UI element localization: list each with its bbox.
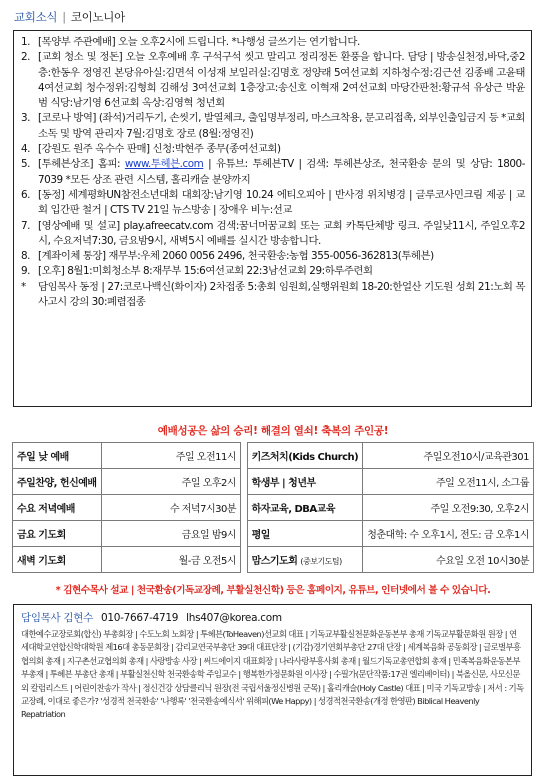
pastor-bio: 대한예수교장로회(합신) 부총회장 | 수도노회 노회장 | 투헤븐(ToHeaven)선교회 대표 | 기독교부활실천문화운동본부 총재 기독교부활문화원 원장 | 연세대학교연합신학대학원 제16대 총동문회장 | 감리교연국부총단 39대 대표단장 | (기감)경기연회부총단 27대 단장 | 세계복음화 공동회장 | 글로벌부흥협의회 총재 | 지구촌선교협의회 총재 | 사랑방송 사장 | 써드에이지 대표회장 | 나라사랑부흥사회 총재 | 월드기독교총연합회 총재 | 민족복음화운동본부 부총재 | 투헤븐 부총단 총재 | 부활실천신학 천국환송학 주임교수 | 행복한가정문화원 이사장 | 수필가(문단작품:17권 엘리베이터) | 북올신문, 사모신문 외 칼럼리스트 | 어린이찬송가 작사 | 정신건강 상담클리닉 원장(전 국립서울정신병원 군목) | 홀리캐슬(Holy Castle) 대표 | 미국 기독교방송 | 저서 : 기독교장례, 이대로 좋은가? '성경적 천국환송' '나행록' '천국환송예식서' 위해피(We Happy) | 성경적천국환송(개정 한영판) Biblical Heavenly Repatriation: [21, 629, 524, 720]
news-number: 4.: [21, 143, 31, 156]
news-text: [목양부 주관예배] 오늘 오후2시에 드립니다. *나행성 글쓰기는 연기합니다.: [38, 36, 360, 48]
worship-schedule-table: [12, 442, 534, 573]
service-time: 주일 오전9:30, 오후2시: [363, 495, 534, 521]
service-time: 주일 오전11시: [101, 443, 240, 469]
news-text: 담임목사 동정 | 27:코로나백신(화이자) 2차접종 5:총회 임원회,실행위원회 18-20:한얼산 기도원 성회 21:노회 목사고시 강의 30:폐렴접종: [38, 280, 525, 309]
service-name: 주일찬양, 헌신예배: [13, 469, 102, 495]
service-time: 월-금 오전5시: [101, 547, 240, 573]
category-label: 교회소식: [14, 10, 58, 24]
service-note: (중보기도팀): [300, 557, 342, 566]
news-text: [38, 157, 525, 188]
pastor-name: 담임목사 김현수: [21, 612, 93, 624]
service-name: 새벽 기도회: [13, 547, 102, 573]
page-title: 코이노니아: [70, 10, 125, 24]
news-text-prefix: [투헤븐상조] 홈피:: [38, 158, 125, 171]
news-box: [13, 30, 532, 407]
service-time: 수 저녁7시30분: [101, 495, 240, 521]
section-title: [14, 9, 125, 25]
table-row: [13, 495, 534, 521]
service-time: 금요일 밤9시: [101, 521, 240, 547]
sermon-notice: * 김현수목사 설교 | 천국환송(기독교장례, 부활실천신학) 등은 홈페이지, 유튜브, 인터넷에서 볼 수 있습니다.: [55, 585, 491, 596]
news-number: 7.: [21, 219, 31, 232]
table-row: [13, 469, 534, 495]
service-name: 키즈처치(Kids Church): [247, 443, 363, 469]
news-text: [오후] 8월1:미회청소부 8:재무부 15:6여선교회 22:3남선교회 29:하루주련회: [38, 265, 373, 278]
pastor-phone: 010-7667-4719: [100, 612, 179, 624]
news-number: 1.: [21, 36, 31, 48]
news-number: 9.: [21, 265, 31, 278]
news-number: 3.: [21, 112, 31, 125]
news-item: [21, 219, 525, 250]
news-item: [21, 280, 525, 311]
service-time: 수요일 오전 10시30분: [363, 547, 534, 573]
service-name: 하자교육, DBA교육: [247, 495, 363, 521]
service-time: 주일 오전11시, 소그룹: [363, 469, 534, 495]
service-time: 주일 오후2시: [101, 469, 240, 495]
title-separator: |: [62, 10, 66, 24]
service-name: 학생부 | 청년부: [247, 469, 363, 495]
news-number: 8.: [21, 250, 31, 263]
pastor-profile-box: [13, 604, 532, 776]
pastor-email: lhs407@korea.com: [186, 612, 282, 624]
news-item: [21, 111, 525, 142]
service-name-cell: [247, 547, 363, 573]
service-time: 청춘대학: 수 오후1시, 전도: 금 오후1시: [363, 521, 534, 547]
news-number: 6.: [21, 188, 31, 201]
news-number: 2.: [21, 51, 31, 64]
service-name: 맘스기도회: [251, 556, 298, 567]
service-name: 평일: [247, 521, 363, 547]
homepage-link[interactable]: www.투헤븐.com: [124, 158, 204, 171]
news-number: 5.: [21, 158, 31, 171]
motto-banner: 예배성공은 삶의 승리! 해결의 열쇠! 축복의 주인공!: [157, 425, 389, 437]
news-item: [21, 264, 525, 279]
service-name: 금요 기도회: [13, 521, 102, 547]
news-item: [21, 249, 525, 264]
news-item: [21, 50, 525, 111]
table-row: [13, 521, 534, 547]
news-text: [강원도 원주 옥수수 판매] 신청:박현주 종무(종여선교회): [38, 143, 281, 156]
news-text: [계좌이체 통장] 재무부:우체 2060 0056 2496, 천국환송:농협 355-0056-362813(투헤븐): [38, 250, 434, 263]
news-text: [동정] 세계평화UN참전소년대회 대회장:남기영 10.24 에티오피아 | 반사경 위치병경 | 글루코사민크림 제공 | 교회 입간판 철거 | CTS TV 21일 뉴스방송 | 장애우 비누:선교: [38, 188, 525, 217]
news-text: [코로나 방역] (좌석)거리두기, 손씻기, 발열체크, 출입명부정리, 마스크착용, 문고리접촉, 외부인출입금지 등 *교회소독 및 방역 관리자 7월:김명호 장로 (8월:정영진): [38, 112, 525, 140]
news-text: [교회 청소 및 정돈] 오늘 오후예배 후 구석구석 씻고 말리고 정리정돈 환풍을 합니다. 담당 | 방송실천정,바닥,중2층:한동우 정영진 본당유아실:김면석 이성재 보일러실:김명호 정양래 5여선교회 지하청수정:김근선 김종배 고윤태 4여선교회 청수정위:김형희 김해성 3여선교회 1층장고:송신호 이혁재 2여선교회 마당간판천:황규석 유상근 박윤범 식당:남기영 6선교회 옥상:김영혁 청년회: [38, 51, 525, 110]
service-name: 수요 저녁예배: [13, 495, 102, 521]
news-item: [21, 35, 525, 50]
pastor-header: [21, 610, 524, 625]
news-number: *: [21, 280, 26, 293]
table-row: [13, 547, 534, 573]
service-name: 주일 낮 예배: [13, 443, 102, 469]
news-item: [21, 188, 525, 219]
news-item: [21, 157, 525, 188]
news-text: [영상예배 및 설교] play.afreecatv.com 검색:꿈너머꿈교회 또는 교회 카톡단체방 링크. 주일낮11시, 주일오후2시, 수요저녁7:30, 금요밤9시, 새벽5시 예배를 실시간 방송합니다.: [38, 219, 525, 247]
service-time: 주일오전10시/교육관301: [363, 443, 534, 469]
table-row: [13, 443, 534, 469]
news-text-suffix: | 유튜브: 투헤븐TV | 검색: 투헤븐상조, 천국환송 문의 및 상담: 1800-7039 *모든 상조 관련 시스템, 홀리캐슬 분양까지: [38, 158, 526, 186]
news-item: [21, 142, 525, 157]
